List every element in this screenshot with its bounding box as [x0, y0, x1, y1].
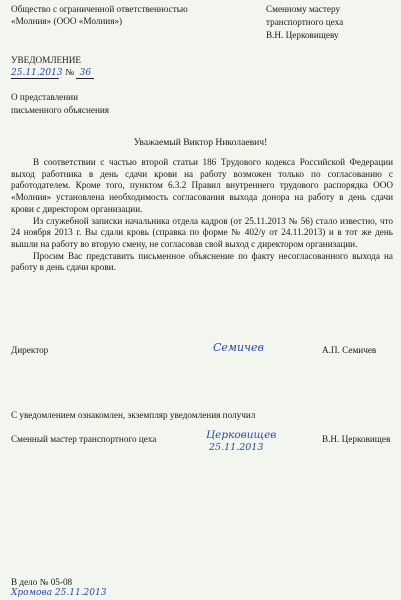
number-sign: №: [65, 67, 75, 77]
recipient-line-3: В.Н. Церковищеву: [266, 30, 339, 40]
document-date: 25.11.2013: [11, 68, 63, 78]
acknowledgment-position: Сменный мастер транспортного цеха: [11, 434, 157, 444]
letter-body: [11, 157, 393, 274]
recipient-line-1: Сменному мастеру: [266, 4, 341, 14]
acknowledgment-text: С уведомлением ознакомлен, экземпляр уведомления получил: [11, 410, 256, 420]
paragraph-2: Из служебной записки начальника отдела кадров (от 25.11.2013 № 56) стало известно, что 24 ноября 2013 г. Вы сдали кровь (справка по форме № 402/у от 24.11.2013) и в тот же день вышли на работу во вторую смену, не согласовав свой выход с директором организации.: [11, 215, 393, 249]
acknowledgment-name: В.Н. Церковищев: [322, 434, 391, 444]
director-position: Директор: [11, 345, 49, 355]
director-name: А.П. Семичев: [322, 345, 377, 355]
greeting: Уважаемый Виктор Николаевич!: [133, 137, 268, 148]
sender-line-2: «Молния» (ООО «Молния»): [11, 16, 123, 26]
acknowledgment-signature: Церковищев: [206, 429, 277, 441]
subject-line-1: О представлении: [11, 92, 78, 102]
document-type: УВЕДОМЛЕНИЕ: [11, 55, 82, 65]
filing-note: В дело № 05-08: [11, 577, 73, 587]
paragraph-1: В соответствии с частью второй статьи 186 Трудового кодекса Российской Федерации выход работника в день сдачи крови на работу возможен только по согласованию с работодателем. Кроме того, пунктом 6.3.2 Правил внутреннего трудового распорядка ООО «Молния» установлена необходимость согласования выхода донора на работу в день сдачи крови с директором организации.: [11, 157, 393, 214]
filing-signature: Хромова 25.11.2013: [11, 588, 107, 598]
recipient-line-2: транспортного цеха: [266, 17, 344, 27]
subject-line-2: письменного объяснения: [11, 105, 109, 115]
sender-line-1: Общество с ограниченной ответственностью: [11, 4, 188, 14]
paragraph-3: Просим Вас представить письменное объяснение по факту несогласованного выхода на работу в день сдачи крови.: [11, 250, 393, 273]
document-date-number: [11, 67, 94, 79]
director-signature: Семичев: [213, 341, 264, 354]
document-number: 36: [76, 68, 94, 79]
acknowledgment-signature-date: 25.11.2013: [209, 442, 264, 453]
